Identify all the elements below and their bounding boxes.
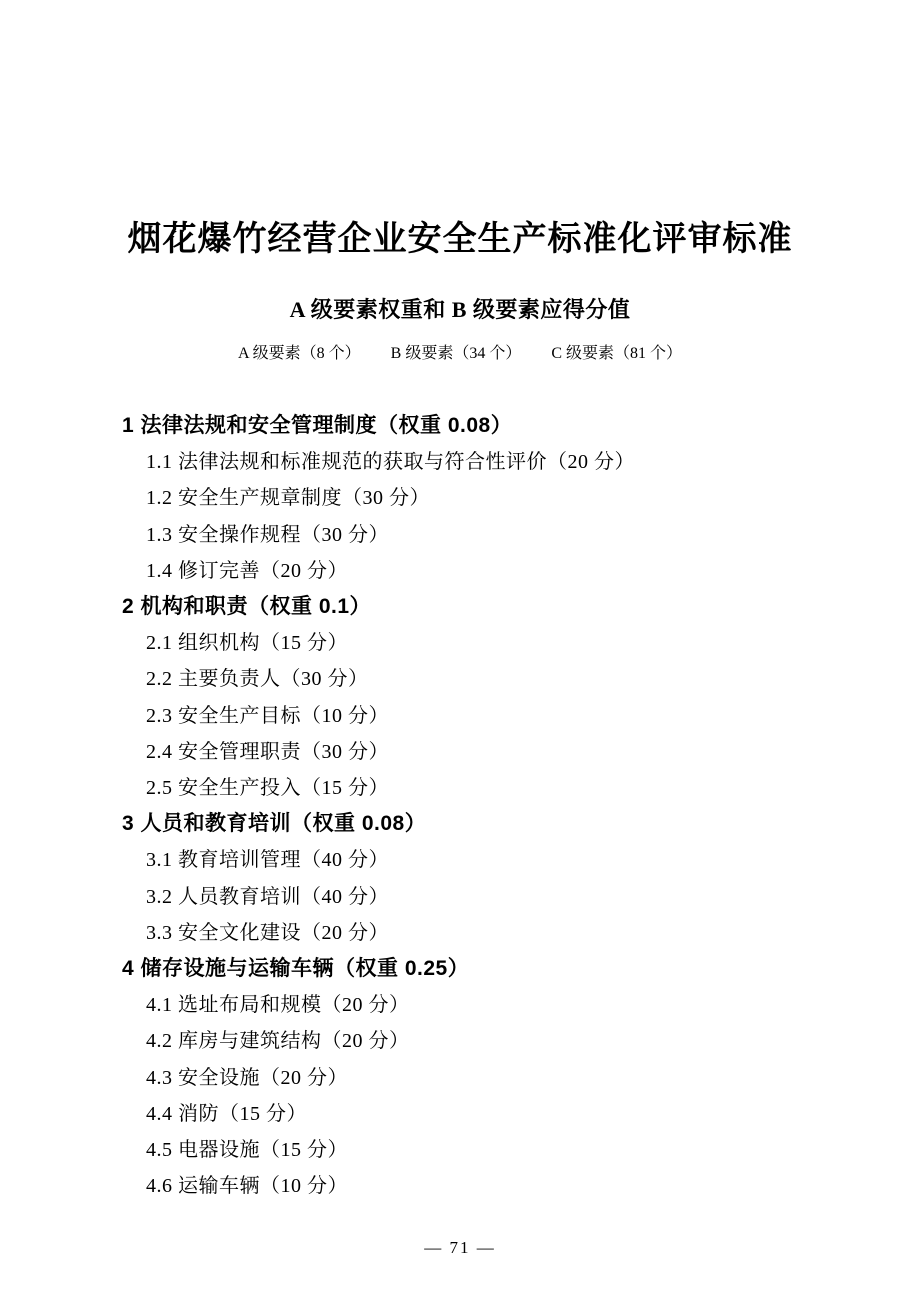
- page-footer: [0, 1238, 920, 1258]
- section-2-item-4: 2.4 安全管理职责（30 分）: [146, 740, 389, 763]
- section-3-item-3: 3.3 安全文化建设（20 分）: [146, 921, 389, 944]
- section-2-item-5: 2.5 安全生产投入（15 分）: [146, 777, 389, 800]
- section-2-heading: 2 机构和职责（权重 0.1）: [122, 595, 372, 619]
- section-1-item-3: 1.3 安全操作规程（30 分）: [146, 523, 389, 546]
- section-4-item-4: 4.4 消防（15 分）: [146, 1102, 307, 1125]
- section-2-item-3: 2.3 安全生产目标（10 分）: [146, 704, 389, 727]
- section-4-item-6: 4.6 运输车辆（10 分）: [146, 1175, 348, 1198]
- section-3-item-2: 3.2 人员教育培训（40 分）: [146, 885, 389, 908]
- section-3-item-1: 3.1 教育培训管理（40 分）: [146, 849, 389, 872]
- section-1-item-2: 1.2 安全生产规章制度（30 分）: [146, 487, 430, 510]
- section-4-item-5: 4.5 电器设施（15 分）: [146, 1139, 348, 1162]
- section-4-item-1: 4.1 选址布局和规模（20 分）: [146, 994, 410, 1017]
- section-1-item-1: 1.1 法律法规和标准规范的获取与符合性评价（20 分）: [146, 451, 635, 474]
- section-4-item-3: 4.3 安全设施（20 分）: [146, 1066, 348, 1089]
- count-c-level-elements: C 级要素（81 个）: [551, 345, 683, 362]
- section-1-item-4: 1.4 修订完善（20 分）: [146, 559, 348, 582]
- element-counts-line: [0, 345, 920, 363]
- count-b-level-elements: B 级要素（34 个）: [390, 345, 522, 362]
- page-title: 烟花爆竹经营企业安全生产标准化评审标准: [127, 221, 793, 258]
- section-1-heading: 1 法律法规和安全管理制度（权重 0.08）: [122, 414, 513, 437]
- elements-outline: [0, 408, 920, 1204]
- section-4-item-2: 4.2 库房与建筑结构（20 分）: [146, 1030, 410, 1053]
- section-2-item-1: 2.1 组织机构（15 分）: [146, 632, 348, 655]
- page-number: — 71 —: [424, 1238, 496, 1258]
- section-2-item-2: 2.2 主要负责人（30 分）: [146, 668, 369, 691]
- page-subtitle: A 级要素权重和 B 级要素应得分值: [289, 297, 631, 322]
- section-4-heading: 4 储存设施与运输车辆（权重 0.25）: [122, 957, 470, 981]
- section-3-heading: 3 人员和教育培训（权重 0.08）: [122, 812, 427, 836]
- count-a-level-elements: A 级要素（8 个）: [237, 345, 361, 362]
